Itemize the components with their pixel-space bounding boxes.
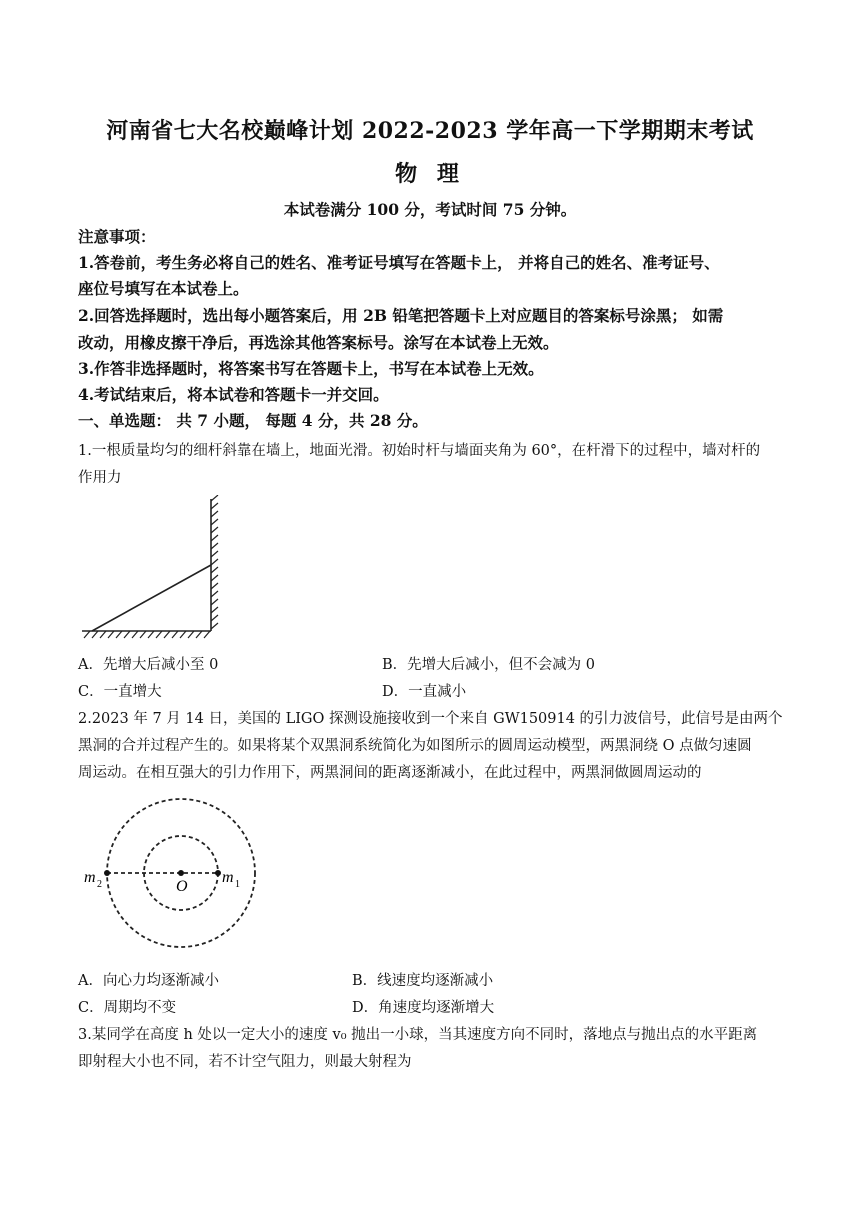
question-3-text: 3.某同学在高度 h 处以一定大小的速度 v₀ 抛出一小球，当其速度方向不同时，落地点与抛出点的水平距离 xyxy=(78,1027,758,1043)
notes-line: 4.考试结束后，将本试卷和答题卡一并交回。 xyxy=(78,385,389,404)
exam-title: 河南省七大名校巅峰计划 2022-2023 学年高一下学期期末考试 xyxy=(106,118,754,144)
m2-point xyxy=(104,870,110,876)
center-label: O xyxy=(176,878,188,895)
question-1-text: 1.一根质量均匀的细杆斜靠在墙上，地面光滑。初始时杆与墙面夹角为 60°，在杆滑下的过程中，墙对杆的 xyxy=(78,443,761,459)
notes-line: 1.答卷前，考生务必将自己的姓名、准考证号填写在答题卡上， 并将自己的姓名、准考证号、 xyxy=(78,253,720,272)
notes-line: 改动，用橡皮擦干净后，再选涂其他答案标号。涂写在本试卷上无效。 xyxy=(78,333,559,352)
m1-point xyxy=(215,870,221,876)
notes-line: 2.回答选择题时，选出每小题答案后，用 2B 铅笔把答题卡上对应题目的答案标号涂黑； 如需 xyxy=(78,306,724,325)
m1-subscript: 1 xyxy=(235,879,240,890)
option-c: C．周期均不变 xyxy=(78,1000,177,1016)
score-info: 本试卷满分 100 分，考试时间 75 分钟。 xyxy=(283,200,577,219)
option-a: A．向心力均逐渐减小 xyxy=(78,973,219,989)
binary-black-hole-figure xyxy=(78,793,278,958)
question-3-text: 即射程大小也不同，若不计空气阻力，则最大射程为 xyxy=(78,1054,412,1070)
notes-heading: 注意事项： xyxy=(78,227,156,246)
question-2-text: 周运动。在相互强大的引力作用下，两黑洞间的距离逐渐减小，在此过程中，两黑洞做圆周运动的 xyxy=(78,765,702,781)
option-b: B．先增大后减小，但不会减为 0 xyxy=(382,657,595,673)
m2-subscript: 2 xyxy=(97,879,102,890)
option-d: D．角速度均逐渐增大 xyxy=(352,1000,495,1016)
notes-line: 3.作答非选择题时，将答案书写在答题卡上，书写在本试卷上无效。 xyxy=(78,359,544,378)
option-a: A．先增大后减小至 0 xyxy=(78,657,219,673)
question-2-text: 黑洞的合并过程产生的。如果将某个双黑洞系统简化为如图所示的圆周运动模型，两黑洞绕 O 点做匀速圆 xyxy=(78,738,752,754)
option-b: B．线速度均逐渐减小 xyxy=(352,973,494,989)
subject-title: 物 理 xyxy=(395,161,465,187)
rod-wall-figure xyxy=(78,495,228,640)
option-c: C．一直增大 xyxy=(78,684,162,700)
question-1-text: 作用力 xyxy=(78,470,122,486)
notes-line: 座位号填写在本试卷上。 xyxy=(78,279,249,298)
section-heading: 一、单选题： 共 7 小题， 每题 4 分，共 28 分。 xyxy=(78,411,428,430)
option-d: D．一直减小 xyxy=(382,684,467,700)
m2-label: m xyxy=(84,869,96,886)
center-point xyxy=(178,870,184,876)
question-2-text: 2.2023 年 7 月 14 日，美国的 LIGO 探测设施接收到一个来自 GW150914 的引力波信号，此信号是由两个 xyxy=(78,711,783,727)
m1-label: m xyxy=(222,869,234,886)
